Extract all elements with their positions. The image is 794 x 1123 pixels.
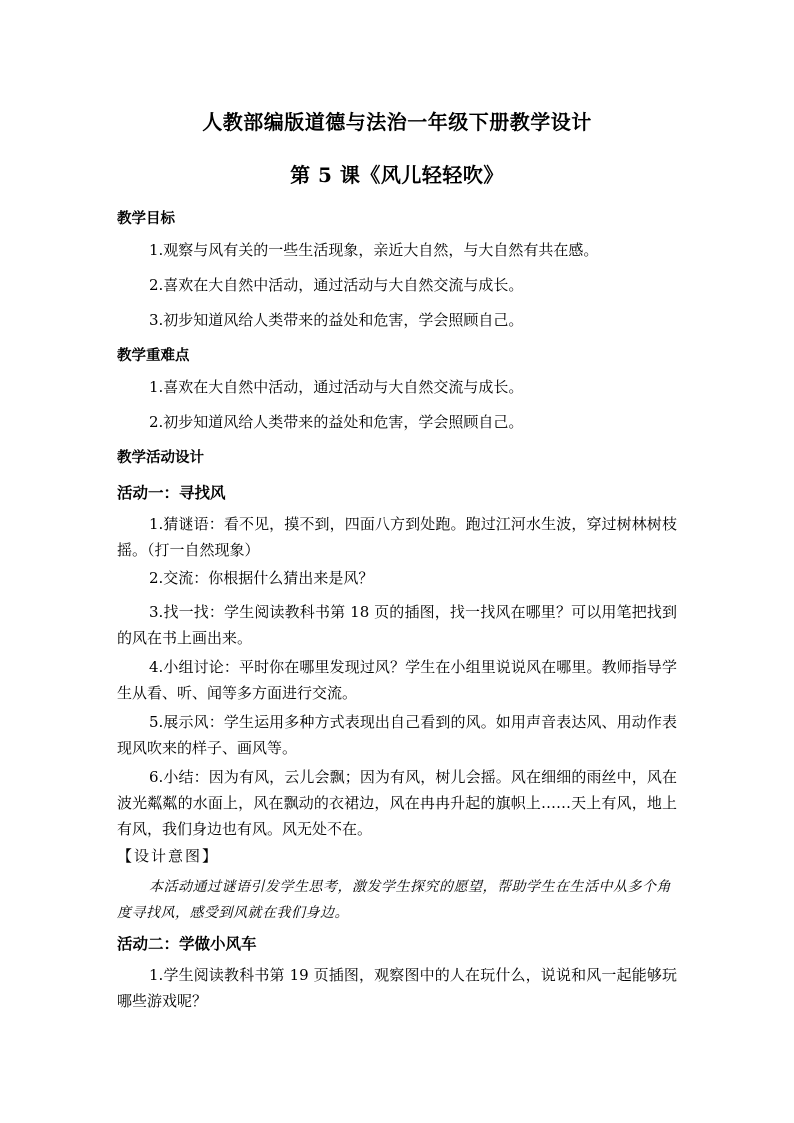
- key-point-item-1: 1.喜欢在大自然中活动，通过活动与大自然交流与成长。: [149, 378, 524, 396]
- objective-item-1: 1.观察与风有关的一些生活现象，亲近大自然，与大自然有共在感。: [149, 241, 599, 259]
- design-heading: 教学活动设计: [117, 449, 204, 466]
- key-point-item-2: 2.初步知道风给人类带来的益处和危害，学会照顾自己。: [149, 413, 524, 431]
- activity1-item-1: 1.猜谜语：看不见，摸不到，四面八方到处跑。跑过江河水生波，穿过树林树枝摇。（打一自然现象）: [117, 515, 677, 559]
- objective-item-3: 3.初步知道风给人类带来的益处和危害，学会照顾自己。: [149, 311, 524, 329]
- design-intent-label: 【设计意图】: [117, 847, 220, 865]
- activity1-item-2: 2.交流：你根据什么猜出来是风？: [149, 569, 374, 587]
- design-intent-text: 本活动通过谜语引发学生思考，激发学生探究的愿望，帮助学生在生活中从多个角度寻找风，感受到风就在我们身边。: [117, 879, 671, 921]
- activity1-item-5: 5.展示风：学生运用多种方式表现出自己看到的风。如用声音表达风、用动作表现风吹来的样子、画风等。: [117, 713, 677, 757]
- key-points-heading: 教学重难点: [117, 347, 190, 364]
- activity1-item-4: 4.小组讨论：平时你在哪里发现过风？学生在小组里说说风在哪里。教师指导学生从看、听、闻等多方面进行交流。: [117, 658, 677, 702]
- document-title: 人教部编版道德与法治一年级下册教学设计: [202, 110, 592, 134]
- objective-item-2: 2.喜欢在大自然中活动，通过活动与大自然交流与成长。: [149, 276, 524, 294]
- objectives-heading: 教学目标: [117, 210, 175, 227]
- activity1-item-6: 6.小结：因为有风，云儿会飘；因为有风，树儿会摇。风在细细的雨丝中，风在波光粼粼的水面上，风在飘动的衣裙边，风在冉冉升起的旗帜上……天上有风，地上有风，我们身边也有风。风无处不在。: [117, 768, 677, 838]
- activity2-item-1: 1.学生阅读教科书第 19 页插图，观察图中的人在玩什么，说说和风一起能够玩哪些游戏呢？: [117, 966, 677, 1010]
- lesson-title: 第 5 课《风儿轻轻吹》: [290, 163, 504, 187]
- activity2-heading: 活动二：学做小风车: [117, 934, 257, 953]
- activity1-heading: 活动一：寻找风: [117, 483, 226, 502]
- activity1-item-3: 3.找一找：学生阅读教科书第 18 页的插图，找一找风在哪里？可以用笔把找到的风在书上画出来。: [117, 603, 677, 647]
